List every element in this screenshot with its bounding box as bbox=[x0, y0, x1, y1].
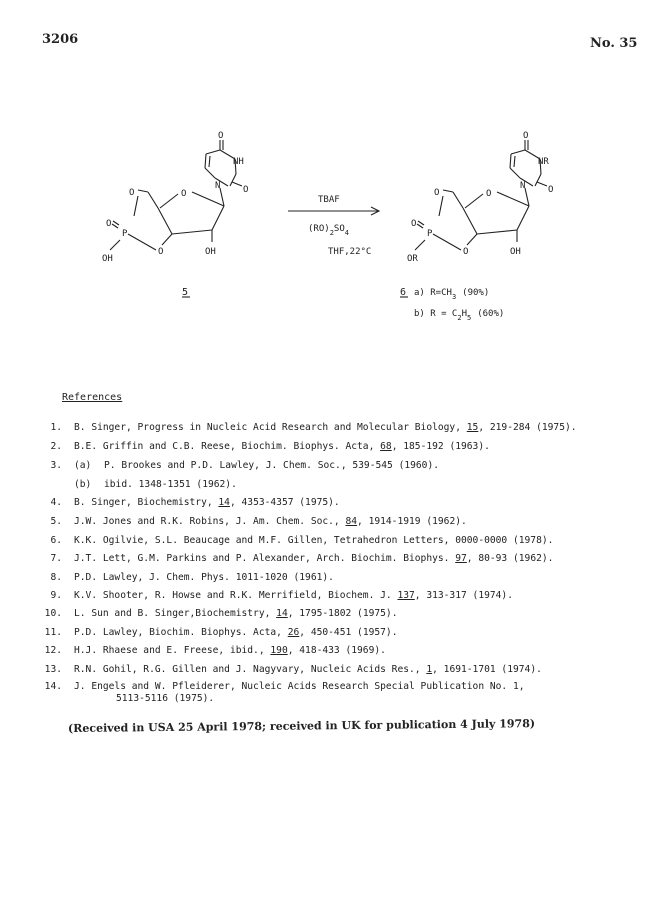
reference-volume: 84 bbox=[345, 516, 358, 527]
reference-number: 3. bbox=[50, 460, 62, 471]
reference-text: B. Singer, Biochemistry, bbox=[74, 497, 219, 508]
reference-item bbox=[34, 535, 644, 546]
bond bbox=[418, 221, 424, 225]
atom-label: O bbox=[158, 247, 164, 257]
reaction-scheme bbox=[0, 110, 672, 340]
reference-item bbox=[34, 572, 644, 583]
reference-pages: , 418-433 (1969). bbox=[287, 645, 386, 656]
reference-volume: 190 bbox=[270, 645, 288, 656]
reagent-tbaf: TBAF bbox=[318, 195, 340, 205]
reference-number: 10. bbox=[44, 608, 62, 619]
reference-subpart: (a) bbox=[74, 460, 92, 471]
bond bbox=[212, 206, 224, 230]
reference-text: P.D. Lawley, J. Chem. Phys. 1011-1020 (1961). bbox=[74, 572, 334, 583]
atom-label: P bbox=[427, 229, 433, 239]
reference-volume: 14 bbox=[218, 497, 230, 508]
bond bbox=[158, 208, 172, 234]
bond bbox=[220, 188, 224, 206]
reference-text: H.J. Rhaese and E. Freese, ibid., bbox=[74, 645, 271, 656]
bond bbox=[138, 190, 148, 192]
reference-text: J. Engels and W. Pfleiderer, Nucleic Acids Research Special Publication No. 1, bbox=[74, 681, 525, 692]
reference-pages: , 185-192 (1963). bbox=[391, 441, 490, 452]
bond bbox=[467, 234, 477, 245]
reference-text: P. Brookes and P.D. Lawley, J. Chem. Soc., 539-545 (1960). bbox=[104, 460, 440, 471]
atom-label: P bbox=[122, 229, 128, 239]
reference-number: 7. bbox=[50, 553, 62, 564]
reference-text: K.V. Shooter, R. Howse and R.K. Merrifield, Biochem. J. bbox=[74, 590, 398, 601]
bond bbox=[232, 182, 242, 186]
reference-number: 12. bbox=[44, 645, 62, 656]
atom-label: OR bbox=[407, 254, 418, 264]
reference-item bbox=[34, 590, 644, 601]
reference-number: 5. bbox=[50, 516, 62, 527]
reference-number: 9. bbox=[50, 590, 62, 601]
bond bbox=[433, 234, 461, 250]
bond bbox=[417, 224, 423, 228]
reference-pages: , 1795-1802 (1975). bbox=[287, 608, 398, 619]
bond bbox=[465, 194, 483, 208]
reference-text: B.E. Griffin and C.B. Reese, Biochim. Biophys. Acta, bbox=[74, 441, 381, 452]
bond bbox=[525, 188, 529, 206]
reference-number: 1. bbox=[50, 422, 62, 433]
reference-item bbox=[34, 664, 644, 675]
page-number: 3206 bbox=[42, 32, 79, 47]
bond bbox=[510, 154, 511, 168]
reference-item bbox=[34, 516, 644, 527]
atom-label: O bbox=[243, 185, 249, 195]
reference-volume: 97 bbox=[455, 553, 467, 564]
reference-pages: , 450-451 (1957). bbox=[299, 627, 398, 638]
reference-number: 11. bbox=[44, 627, 62, 638]
reference-text: R.N. Gohil, R.G. Gillen and J. Nagyvary, Nucleic Acids Res., bbox=[74, 664, 427, 675]
bond bbox=[148, 192, 158, 208]
reference-pages: , 219-284 (1975). bbox=[478, 422, 577, 433]
atom-label: O bbox=[411, 219, 417, 229]
bond bbox=[511, 150, 525, 154]
atom-label: NR bbox=[538, 157, 549, 167]
reference-item bbox=[34, 479, 644, 490]
atom-label: OH bbox=[510, 247, 521, 257]
bond bbox=[110, 240, 120, 250]
atom-label: O bbox=[548, 185, 554, 195]
reference-number: 4. bbox=[50, 497, 62, 508]
bond bbox=[517, 206, 529, 230]
reference-continuation: 5113-5116 (1975). bbox=[116, 693, 215, 704]
reference-pages: , 1914-1919 (1962). bbox=[357, 516, 467, 527]
bond bbox=[206, 150, 220, 154]
issue-number: No. 35 bbox=[590, 36, 638, 51]
reference-item bbox=[34, 627, 644, 638]
bond bbox=[463, 208, 477, 234]
atom-label: NH bbox=[233, 157, 244, 167]
bond bbox=[439, 196, 443, 216]
bond bbox=[205, 168, 215, 178]
reference-volume: 15 bbox=[466, 422, 479, 433]
reference-number: 13. bbox=[44, 664, 62, 675]
reference-number: 14. bbox=[44, 681, 62, 692]
reference-volume: 68 bbox=[380, 441, 392, 452]
reference-text: B. Singer, Progress in Nucleic Acid Research and Molecular Biology, bbox=[74, 422, 467, 433]
reference-volume: 14 bbox=[276, 608, 288, 619]
reference-volume: 137 bbox=[397, 590, 415, 601]
bond bbox=[510, 168, 520, 178]
reagent-conditions: THF,22°C bbox=[328, 247, 372, 257]
atom-label: O bbox=[129, 188, 135, 198]
bond bbox=[112, 224, 118, 228]
reference-number: 2. bbox=[50, 441, 62, 452]
bond bbox=[230, 174, 236, 186]
bond bbox=[160, 194, 178, 208]
bond bbox=[205, 154, 206, 168]
bond bbox=[535, 174, 541, 186]
bond bbox=[172, 230, 212, 234]
bond bbox=[537, 182, 547, 186]
reference-text: L. Sun and B. Singer,Biochemistry, bbox=[74, 608, 277, 619]
bond bbox=[209, 156, 210, 167]
bond bbox=[192, 192, 224, 206]
reference-number: 6. bbox=[50, 535, 62, 546]
bond bbox=[453, 192, 463, 208]
reference-text: K.K. Ogilvie, S.L. Beaucage and M.F. Gillen, Tetrahedron Letters, 0000-0000 (1978). bbox=[74, 535, 554, 546]
bond bbox=[443, 190, 453, 192]
reference-pages: , 80-93 (1962). bbox=[466, 553, 554, 564]
bond bbox=[514, 156, 515, 167]
atom-label: OH bbox=[205, 247, 216, 257]
atom-label: O bbox=[463, 247, 469, 257]
atom-label: N bbox=[215, 181, 221, 191]
reference-item bbox=[34, 441, 644, 452]
atom-label: O bbox=[218, 131, 224, 141]
reference-text: ibid. 1348-1351 (1962). bbox=[104, 479, 237, 490]
compound-6-label: 6 bbox=[400, 287, 407, 298]
atom-label: O bbox=[486, 189, 492, 199]
references-heading: References bbox=[62, 392, 123, 403]
atom-label: O bbox=[181, 189, 187, 199]
bond bbox=[113, 221, 119, 225]
atom-label: O bbox=[106, 219, 112, 229]
reference-number: 8. bbox=[50, 572, 62, 583]
reference-volume: 26 bbox=[287, 627, 300, 638]
reference-item bbox=[34, 422, 644, 433]
bond bbox=[134, 196, 138, 216]
reference-item bbox=[34, 608, 644, 619]
product-a: a) $R=CH_3$ (90%) bbox=[414, 288, 490, 301]
reference-volume: 1 bbox=[426, 664, 433, 675]
reference-pages: , 4353-4357 (1975). bbox=[229, 497, 340, 508]
compound-5-label: 5 bbox=[182, 287, 189, 298]
atom-label: O bbox=[523, 131, 529, 141]
reference-subpart: (b) bbox=[74, 479, 92, 490]
reference-text: J.T. Lett, G.M. Parkins and P. Alexander, Arch. Biochim. Biophys. bbox=[74, 553, 456, 564]
bond bbox=[477, 230, 517, 234]
product-b: b) $R = C_2H_5$ (60%) bbox=[414, 309, 505, 322]
bond bbox=[128, 234, 156, 250]
reference-pages: , 1691-1701 (1974). bbox=[432, 664, 542, 675]
reference-text: P.D. Lawley, Biochim. Biophys. Acta, bbox=[74, 627, 288, 638]
reference-item bbox=[34, 645, 644, 656]
received-note: (Received in USA 25 April 1978; received in UK for publication 4 July 1978) bbox=[67, 717, 536, 735]
atom-label: OH bbox=[102, 254, 113, 264]
reference-item bbox=[34, 497, 644, 508]
atom-label: O bbox=[434, 188, 440, 198]
bond bbox=[415, 240, 425, 250]
reference-text: J.W. Jones and R.K. Robins, J. Am. Chem. Soc., bbox=[74, 516, 346, 527]
reference-item bbox=[34, 553, 644, 564]
reference-item bbox=[34, 681, 644, 692]
reference-item bbox=[34, 460, 644, 471]
reference-pages: , 313-317 (1974). bbox=[414, 590, 513, 601]
bond bbox=[162, 234, 172, 245]
reagent-sulfate: $(RO)_2SO_4$ bbox=[308, 224, 349, 237]
bond bbox=[497, 192, 529, 206]
atom-label: N bbox=[520, 181, 526, 191]
